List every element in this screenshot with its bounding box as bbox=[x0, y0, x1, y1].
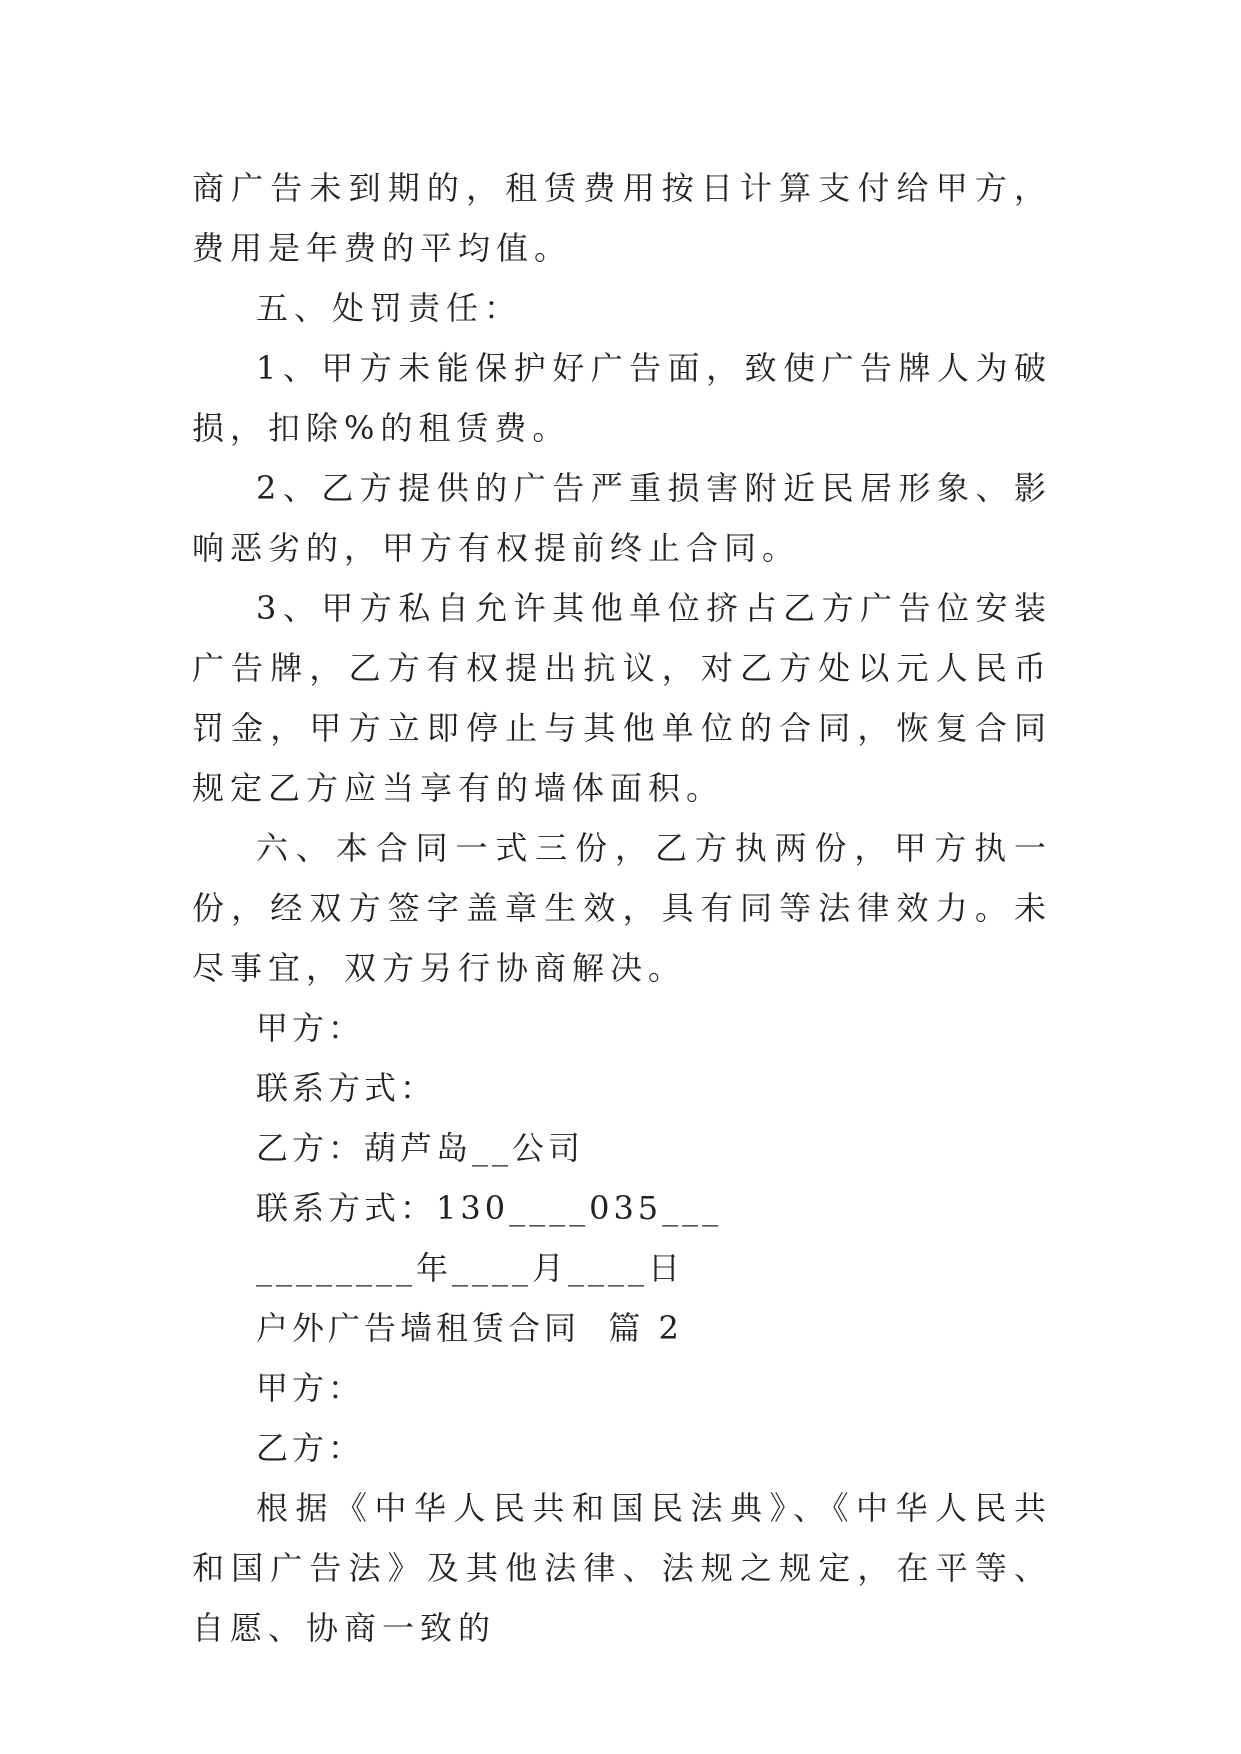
penalty-clause-3: 3、甲方私自允许其他单位挤占乙方广告位安装广告牌，乙方有权提出抗议，对乙方处以元人民币罚金，甲方立即停止与其他单位的合同，恢复合同规定乙方应当享有的墙体面积。 bbox=[192, 589, 1052, 807]
document-body bbox=[192, 158, 1052, 1658]
party-b-contact: 联系方式：130____035___ bbox=[256, 1189, 723, 1227]
section-heading-penalty: 五、处罚责任： bbox=[256, 289, 523, 327]
contract-2-party-a: 甲方： bbox=[256, 1369, 365, 1407]
penalty-clause-2: 2、乙方提供的广告严重损害附近民居形象、影响恶劣的，甲方有权提前终止合同。 bbox=[192, 469, 1052, 567]
section-copies-clause: 六、本合同一式三份，乙方执两份，甲方执一份，经双方签字盖章生效，具有同等法律效力。未尽事宜，双方另行协商解决。 bbox=[192, 829, 1052, 987]
penalty-clause-1: 1、甲方未能保护好广告面，致使广告牌人为破损，扣除%的租赁费。 bbox=[192, 349, 1052, 447]
contract-2-party-b: 乙方： bbox=[256, 1429, 365, 1467]
paragraph-continued-fee-clause: 商广告未到期的，租赁费用按日计算支付给甲方，费用是年费的平均值。 bbox=[192, 169, 1052, 267]
contract-2-title: 户外广告墙租赁合同 篇 2 bbox=[256, 1309, 683, 1347]
party-b-label: 乙方：葫芦岛__公司 bbox=[256, 1129, 585, 1167]
signing-date: ________年____月____日 bbox=[256, 1249, 685, 1287]
party-a-label: 甲方： bbox=[256, 1009, 365, 1047]
contract-2-preamble: 根据《中华人民共和国民法典》、《中华人民共和国广告法》及其他法律、法规之规定，在平等、自愿、协商一致的 bbox=[192, 1489, 1052, 1647]
party-a-contact: 联系方式： bbox=[256, 1069, 437, 1107]
